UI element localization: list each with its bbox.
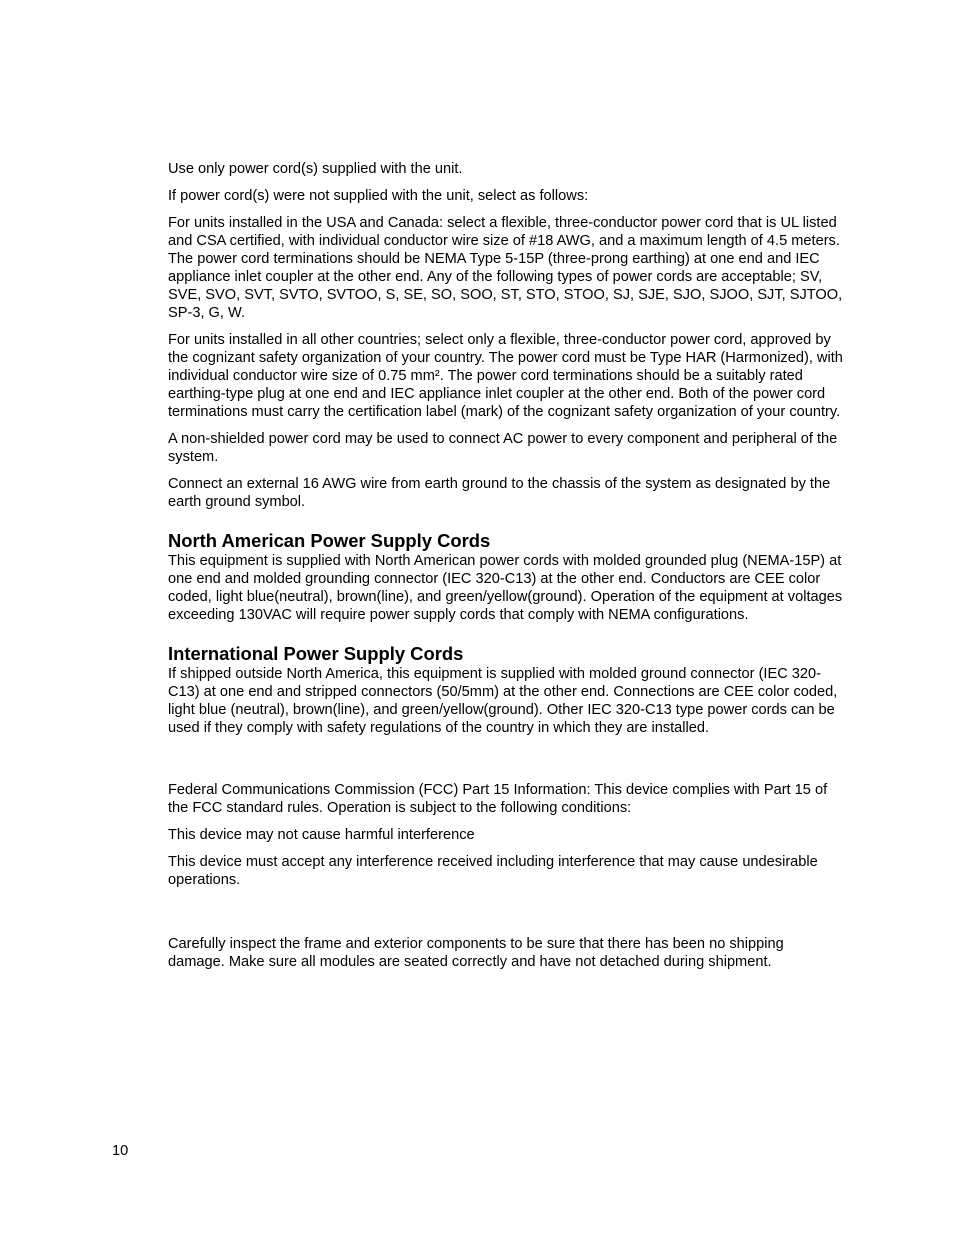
- north-american-body: This equipment is supplied with North American power cords with molded grounded plug (NEMA-15P) at one end and molded grounding connector (IEC 320-C13) at the other end. Conductors are CEE color coded, light blue(neutral), brown(line), and green/yellow(ground). Operation of the equipment at voltages exceeding 130VAC will require power supply cords that comply with NEMA configurations.: [168, 553, 843, 623]
- international-heading: International Power Supply Cords: [168, 643, 464, 664]
- north-american-heading: North American Power Supply Cords: [168, 530, 491, 551]
- international-body: If shipped outside North America, this equipment is supplied with molded ground connector (IEC 320-C13) at one end and stripped connectors (50/5mm) at the other end. Connections are CEE color coded, light blue (neutral), brown(line), and green/yellow(ground). Other IEC 320-C13 type power cords can be used if they comply with safety regulations of the country in which they are installed.: [168, 666, 838, 736]
- power-cord-paragraph-usa-canada: For units installed in the USA and Canada: select a flexible, three-conductor power cord that is UL listed and CSA certified, with individual conductor wire size of #18 AWG, and a maximum length of 4.5 meters. The power cord terminations should be NEMA Type 5-15P (three-prong earthing) at one end and IEC appliance inlet coupler at the other end. Any of the following types of power cords are acceptable; SV, SVE, SVO, SVT, SVTO, SVTOO, S, SE, SO, SOO, ST, STO, STOO, SJ, SJE, SJO, SJOO, SJT, SJTOO, SP-3, G, W.: [168, 215, 843, 321]
- power-cord-paragraph-other-countries: For units installed in all other countries; select only a flexible, three-conductor power cord, approved by the cognizant safety organization of your country. The power cord must be Type HAR (Harmonized), with individual conductor wire size of 0.75 mm². The power cord terminations should be a suitably rated earthing-type plug at one end and IEC appliance inlet coupler at the other end. Both of the power cord terminations must carry the certification label (mark) of the cognizant safety organization of your country.: [168, 332, 843, 420]
- power-cord-paragraph-non-shielded: A non-shielded power cord may be used to connect AC power to every component and peripheral of the system.: [168, 431, 838, 465]
- power-cord-paragraph-2: If power cord(s) were not supplied with the unit, select as follows:: [168, 188, 589, 204]
- fcc-condition-1: This device may not cause harmful interference: [168, 827, 475, 843]
- inspection-paragraph: Carefully inspect the frame and exterior components to be sure that there has been no shipping damage. Make sure all modules are seated correctly and have not detached during shipment.: [168, 936, 784, 970]
- page-number: 10: [112, 1143, 129, 1159]
- power-cord-paragraph-earth-ground: Connect an external 16 AWG wire from earth ground to the chassis of the system as designated by the earth ground symbol.: [168, 476, 831, 510]
- page-content: [168, 160, 844, 980]
- fcc-paragraph: Federal Communications Commission (FCC) Part 15 Information: This device complies with Part 15 of the FCC standard rules. Operation is subject to the following conditions:: [168, 782, 828, 816]
- fcc-condition-2: This device must accept any interference received including interference that may cause undesirable operations.: [168, 854, 818, 888]
- power-cord-paragraph-1: Use only power cord(s) supplied with the unit.: [168, 161, 463, 177]
